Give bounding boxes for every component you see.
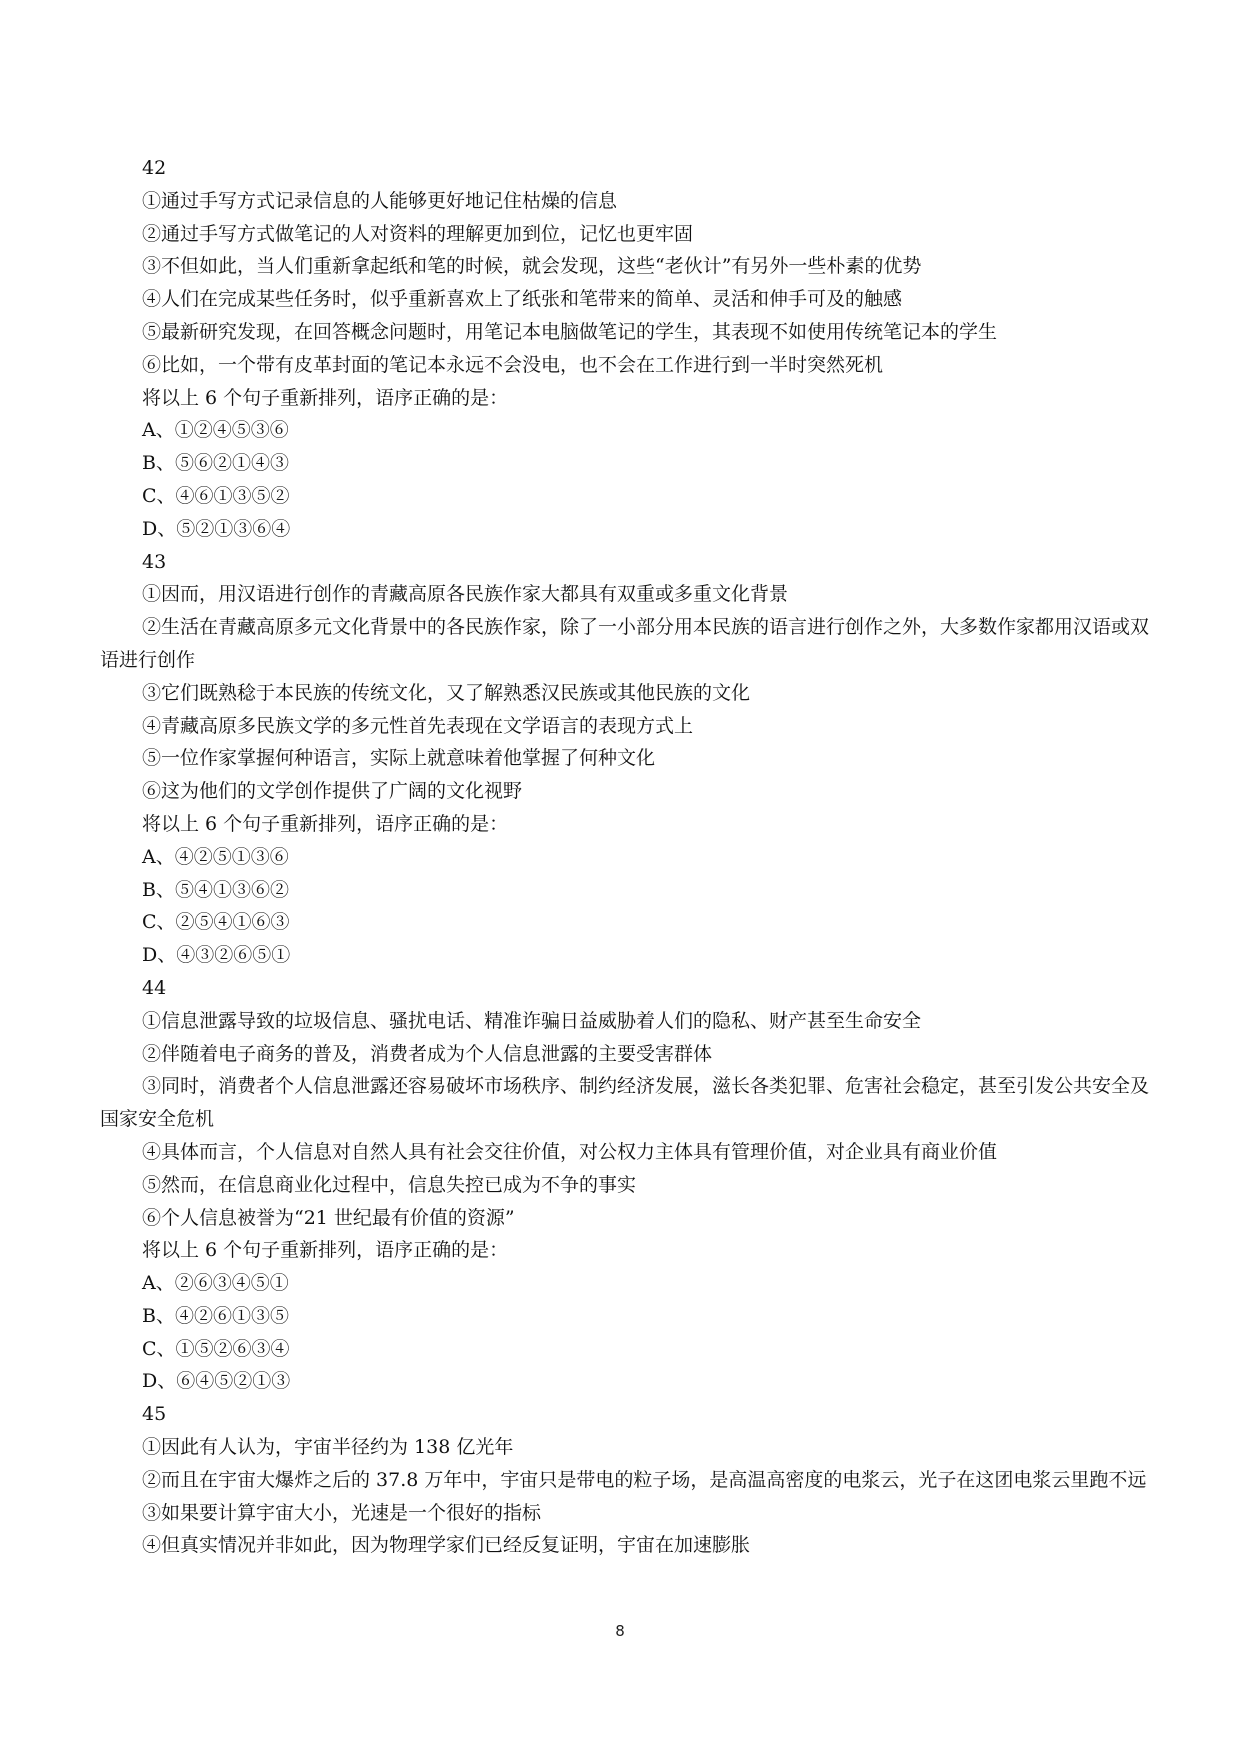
question-number: 45 [142, 1403, 167, 1426]
sentence-2: ②伴随着电子商务的普及，消费者成为个人信息泄露的主要受害群体 [142, 1042, 713, 1065]
option-c: C、①⑤②⑥③④ [142, 1337, 290, 1360]
question-44 [100, 972, 1150, 1398]
sentence-3: ③同时，消费者个人信息泄露还容易破坏市场秩序、制约经济发展，滋长各类犯罪、危害社会稳定，甚至引发公共安全及国家安全危机 [100, 1075, 1150, 1131]
question-number: 44 [142, 976, 167, 999]
option-c: C、②⑤④①⑥③ [142, 911, 290, 934]
sentence-1: ①通过手写方式记录信息的人能够更好地记住枯燥的信息 [142, 189, 618, 212]
option-b: B、⑤⑥②①④③ [142, 452, 289, 475]
sentence-5: ⑤一位作家掌握何种语言，实际上就意味着他掌握了何种文化 [142, 747, 656, 770]
sentence-4: ④但真实情况并非如此，因为物理学家们已经反复证明，宇宙在加速膨胀 [142, 1534, 751, 1557]
option-c: C、④⑥①③⑤② [142, 484, 290, 507]
sentence-2: ②通过手写方式做笔记的人对资料的理解更加到位，记忆也更牢固 [142, 222, 694, 245]
option-b: B、⑤④①③⑥② [142, 878, 289, 901]
question-prompt: 将以上 6 个句子重新排列，语序正确的是： [142, 812, 509, 835]
option-a: A、④②⑤①③⑥ [142, 845, 289, 868]
sentence-3: ③不但如此，当人们重新拿起纸和笔的时候，就会发现，这些“老伙计”有另外一些朴素的优势 [142, 255, 922, 278]
sentence-2: ②而且在宇宙大爆炸之后的 37.8 万年中，宇宙只是带电的粒子场，是高温高密度的电浆云，光子在这团电浆云里跑不远 [142, 1468, 1147, 1491]
question-45 [100, 1398, 1150, 1562]
sentence-4: ④具体而言，个人信息对自然人具有社会交往价值，对公权力主体具有管理价值，对企业具有商业价值 [142, 1140, 998, 1163]
sentence-1: ①因此有人认为，宇宙半径约为 138 亿光年 [142, 1436, 514, 1459]
question-43 [100, 546, 1150, 972]
question-prompt: 将以上 6 个句子重新排列，语序正确的是： [142, 386, 509, 409]
sentence-5: ⑤最新研究发现，在回答概念问题时，用笔记本电脑做笔记的学生，其表现不如使用传统笔记本的学生 [142, 320, 998, 343]
sentence-6: ⑥比如，一个带有皮革封面的笔记本永远不会没电，也不会在工作进行到一半时突然死机 [142, 353, 884, 376]
option-a: A、①②④⑤③⑥ [142, 419, 289, 442]
sentence-3: ③如果要计算宇宙大小，光速是一个很好的指标 [142, 1501, 542, 1524]
page-number: 8 [615, 1622, 625, 1640]
option-b: B、④②⑥①③⑤ [142, 1304, 289, 1327]
sentence-6: ⑥个人信息被誉为“21 世纪最有价值的资源” [142, 1206, 515, 1229]
sentence-4: ④青藏高原多民族文学的多元性首先表现在文学语言的表现方式上 [142, 714, 694, 737]
sentence-5: ⑤然而，在信息商业化过程中，信息失控已成为不争的事实 [142, 1173, 637, 1196]
option-d: D、⑥④⑤②①③ [142, 1370, 291, 1393]
sentence-2: ②生活在青藏高原多元文化背景中的各民族作家，除了一小部分用本民族的语言进行创作之外，大多数作家都用汉语或双语进行创作 [100, 616, 1150, 671]
option-d: D、④③②⑥⑤① [142, 944, 291, 967]
question-number: 43 [142, 550, 167, 573]
question-prompt: 将以上 6 个句子重新排列，语序正确的是： [142, 1239, 509, 1262]
sentence-6: ⑥这为他们的文学创作提供了广阔的文化视野 [142, 780, 523, 803]
sentence-4: ④人们在完成某些任务时，似乎重新喜欢上了纸张和笔带来的简单、灵活和伸手可及的触感 [142, 288, 903, 311]
question-42 [100, 152, 1150, 546]
sentence-3: ③它们既熟稔于本民族的传统文化，又了解熟悉汉民族或其他民族的文化 [142, 681, 751, 704]
sentence-1: ①信息泄露导致的垃圾信息、骚扰电话、精准诈骗日益威胁着人们的隐私、财产甚至生命安全 [142, 1009, 922, 1032]
option-a: A、②⑥③④⑤① [142, 1272, 289, 1295]
sentence-1: ①因而，用汉语进行创作的青藏高原各民族作家大都具有双重或多重文化背景 [142, 583, 789, 606]
question-list [100, 152, 1150, 1562]
question-number: 42 [142, 157, 167, 179]
option-d: D、⑤②①③⑥④ [142, 517, 291, 540]
